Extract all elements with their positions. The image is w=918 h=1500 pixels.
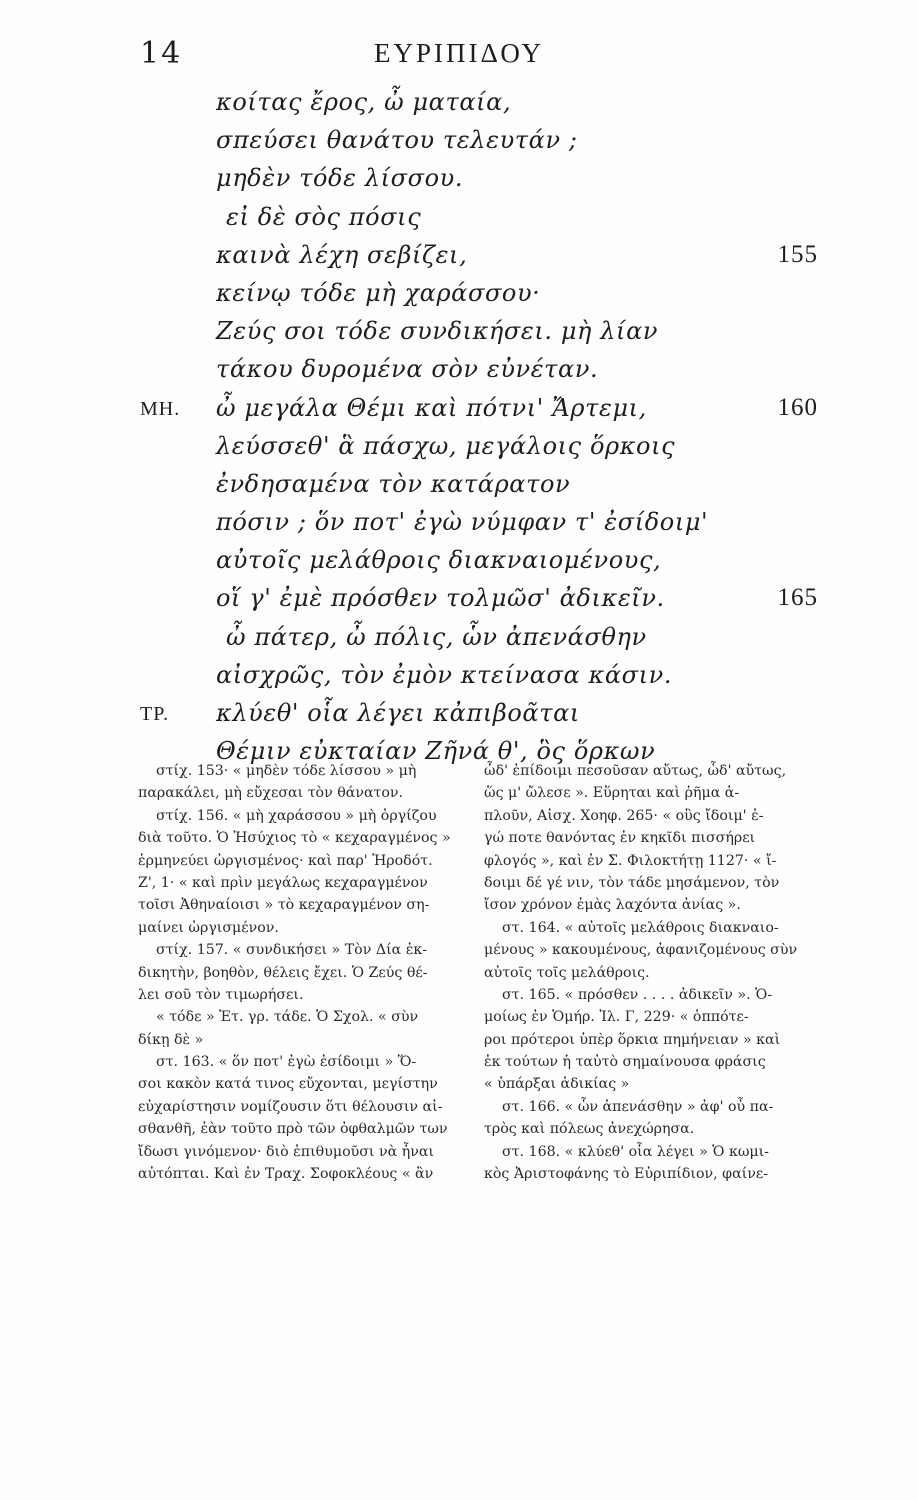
- note-line: φλογός », καὶ ἐν Σ. Φιλοκτήτῃ 1127· « ἴ-: [484, 852, 777, 869]
- verse-text: κοίτας ἔρος, ὦ ματαία,: [216, 88, 512, 116]
- speaker-label: ΜΗ.: [140, 397, 181, 420]
- verse-text: οἵ γ' ἐμὲ πρόσθεν τολμῶσ' ἀδικεῖν.: [216, 584, 665, 613]
- speaker-label: ΤΡ.: [140, 703, 170, 725]
- note-line: στίχ. 157. « συνδικήσει » Τὸν Δία ἐκ-: [156, 942, 428, 959]
- page-header: [0, 32, 918, 76]
- line-number: 165: [777, 584, 818, 612]
- note-line: στίχ. 156. « μὴ χαράσσου » μὴ ὀργίζου: [156, 807, 437, 824]
- line-number: 155: [777, 240, 818, 268]
- note-line: μαίνει ὠργισμένον.: [138, 919, 279, 936]
- note-line: τρὸς καὶ πόλεως ἀνεχώρησα.: [484, 1121, 695, 1138]
- note-line: στ. 163. « ὅν ποτ' ἐγὼ ἐσίδοιμι » Ὅ-: [156, 1054, 417, 1071]
- note-line: « ὑπάρξαι ἀδικίας »: [484, 1076, 630, 1093]
- verse-text: ὦ πάτερ, ὦ πόλις, ὧν ἀπενάσθην: [226, 622, 647, 651]
- verse-line: [0, 506, 918, 544]
- note-line: « τόδε » Ἑτ. γρ. τάδε. Ὁ Σχολ. « σὺν: [156, 1009, 419, 1026]
- verse-line: [0, 124, 918, 162]
- running-title: ΕΥΡΙΠΙΔΟΥ: [373, 38, 544, 68]
- verse-text: μηδὲν τόδε λίσσου.: [216, 164, 464, 193]
- note-line: διὰ τοῦτο. Ὁ Ἡσύχιος τὸ « κεχαραγμένος »: [138, 830, 451, 847]
- line-number: 160: [777, 393, 818, 421]
- verse-line: [0, 86, 918, 124]
- verse-text: καινὰ λέχη σεβίζει,: [216, 240, 468, 269]
- note-line: σθανθῆ, ἐὰν τοῦτο πρὸ τῶν ὀφθαλμῶν των: [138, 1121, 448, 1138]
- note-line: κὸς Ἀριστοφάνης τὸ Εὐριπίδιον, φαίνε-: [484, 1166, 768, 1183]
- note-line: λει σοῦ τὸν τιμωρήσει.: [138, 986, 304, 1003]
- note-line: γώ ποτε θανόντας ἐν κηκῖδι πισσήρει: [484, 830, 756, 847]
- verse-line: [0, 659, 918, 697]
- note-line: αὐτόπται. Καὶ ἐν Τραχ. Σοφοκλέους « ἂν: [138, 1166, 434, 1183]
- verse-text: αὐτοῖς μελάθροις διακναιομένους,: [216, 546, 662, 575]
- note-line: μένους » κακουμένους, ἀφανιζομένους σὺν: [484, 942, 798, 959]
- verse-text: λεύσσεθ' ἃ πάσχω, μεγάλοις ὅρκοις: [216, 431, 676, 460]
- page-number: 14: [140, 36, 183, 71]
- verse-line: [0, 544, 918, 582]
- verse-line: [0, 353, 918, 391]
- note-line: στ. 164. « αὐτοῖς μελάθροις διακναιο-: [502, 919, 779, 936]
- note-line: τοῖσι Ἀθηναίοισι » τὸ κεχαραγμένον ση-: [138, 897, 430, 914]
- verse-line: [0, 277, 918, 315]
- verse-line: [0, 621, 918, 659]
- note-line: στ. 166. « ὧν ἀπενάσθην » ἀφ' οὗ πα-: [502, 1098, 774, 1115]
- note-line: ὥς μ' ὤλεσε ». Εὕρηται καὶ ῥῆμα ἁ-: [484, 785, 740, 802]
- note-line: παρακάλει, μὴ εὔχεσαι τὸν θάνατον.: [138, 785, 404, 802]
- note-line: αὐτοῖς τοῖς μελάθροις.: [484, 964, 650, 981]
- note-line: ἑρμηνεύει ὠργισμένος· καὶ παρ' Ἡροδότ.: [138, 852, 433, 869]
- notes-left-column: [138, 760, 458, 1185]
- note-line: στ. 165. « πρόσθεν . . . . ἀδικεῖν ». Ὁ-: [502, 986, 773, 1003]
- verse-line: [0, 697, 918, 735]
- verse-text: Θέμιν εὐκταίαν Ζῆνά θ', ὃς ὅρκων: [216, 737, 656, 766]
- note-line: ὧδ' ἐπίδοιμι πεσοῦσαν αὔτως, ὧδ' αὔτως,: [484, 763, 787, 779]
- notes-right-column: [484, 760, 810, 1185]
- note-line: ἴδωσι γινόμενον· διὸ ἐπιθυμοῦσι νὰ ἦναι: [138, 1143, 434, 1160]
- verse-text: τάκου δυρομένα σὸν εὐνέταν.: [216, 355, 599, 384]
- verse-line: [0, 582, 918, 620]
- verse-text: Ζεύς σοι τόδε συνδικήσει. μὴ λίαν: [216, 317, 659, 346]
- verse-text: εἰ δὲ σὸς πόσις: [226, 202, 422, 231]
- verse-line: [0, 201, 918, 239]
- verse-line: [0, 315, 918, 353]
- note-line: εὐχαρίστησιν νομίζουσιν ὅτι θέλουσιν αἰ-: [138, 1098, 443, 1115]
- note-line: πλοῦν, Αἰσχ. Χοηφ. 265· « οὓς ἴδοιμ' ἐ-: [484, 807, 764, 824]
- verse-text: σπεύσει θανάτου τελευτάν ;: [216, 126, 578, 155]
- verse-line: [0, 468, 918, 506]
- verse-text: κλύεθ' οἷα λέγει κἀπιβοᾶται: [216, 699, 580, 727]
- note-line: στίχ. 153· « μηδὲν τόδε λίσσου » μὴ: [156, 763, 417, 779]
- verse-text: ἐνδησαμένα τὸν κατάρατον: [216, 469, 571, 498]
- verse-text: αἰσχρῶς, τὸν ἐμὸν κτείνασα κάσιν.: [216, 660, 673, 689]
- note-line: δίκῃ δὲ »: [138, 1031, 204, 1048]
- note-line: σοι κακὸν κατά τινος εὔχονται, μεγίστην: [138, 1076, 438, 1093]
- verse-text: κείνῳ τόδε μὴ χαράσσου·: [216, 278, 541, 307]
- verse-line: [0, 430, 918, 468]
- verse-text: ὦ μεγάλα Θέμι καὶ πότνι' Ἄρτεμι,: [216, 393, 647, 422]
- verse-line: [0, 162, 918, 200]
- note-line: ἴσον χρόνον ἐμὰς λαχόντα ἀνίας ».: [484, 897, 741, 914]
- note-line: ἐκ τούτων ἡ ταὐτὸ σημαίνουσα φράσις: [484, 1054, 766, 1071]
- note-line: μοίως ἐν Ὁμήρ. Ἰλ. Γ, 229· « ὁππότε-: [484, 1009, 749, 1026]
- verse-text: πόσιν ; ὅν ποτ' ἐγὼ νύμφαν τ' ἐσίδοιμ': [216, 508, 709, 537]
- note-line: στ. 168. « κλύεθ' οἷα λέγει » Ὁ κωμι-: [502, 1143, 769, 1160]
- verse-line: [0, 392, 918, 430]
- verse-line: [0, 239, 918, 277]
- verse-block: [0, 86, 918, 773]
- note-line: ροι πρότεροι ὑπὲρ ὅρκια πημήνειαν » καὶ: [484, 1031, 781, 1048]
- note-line: δικητὴν, βοηθὸν, θέλεις ἔχει. Ὁ Ζεύς θέ-: [138, 964, 428, 981]
- note-line: δοιμι δέ γέ νιν, τὸν τάδε μησάμενον, τὸν: [484, 874, 780, 891]
- note-line: Ζ', 1· « καὶ πρὶν μεγάλως κεχαραγμένον: [138, 874, 428, 891]
